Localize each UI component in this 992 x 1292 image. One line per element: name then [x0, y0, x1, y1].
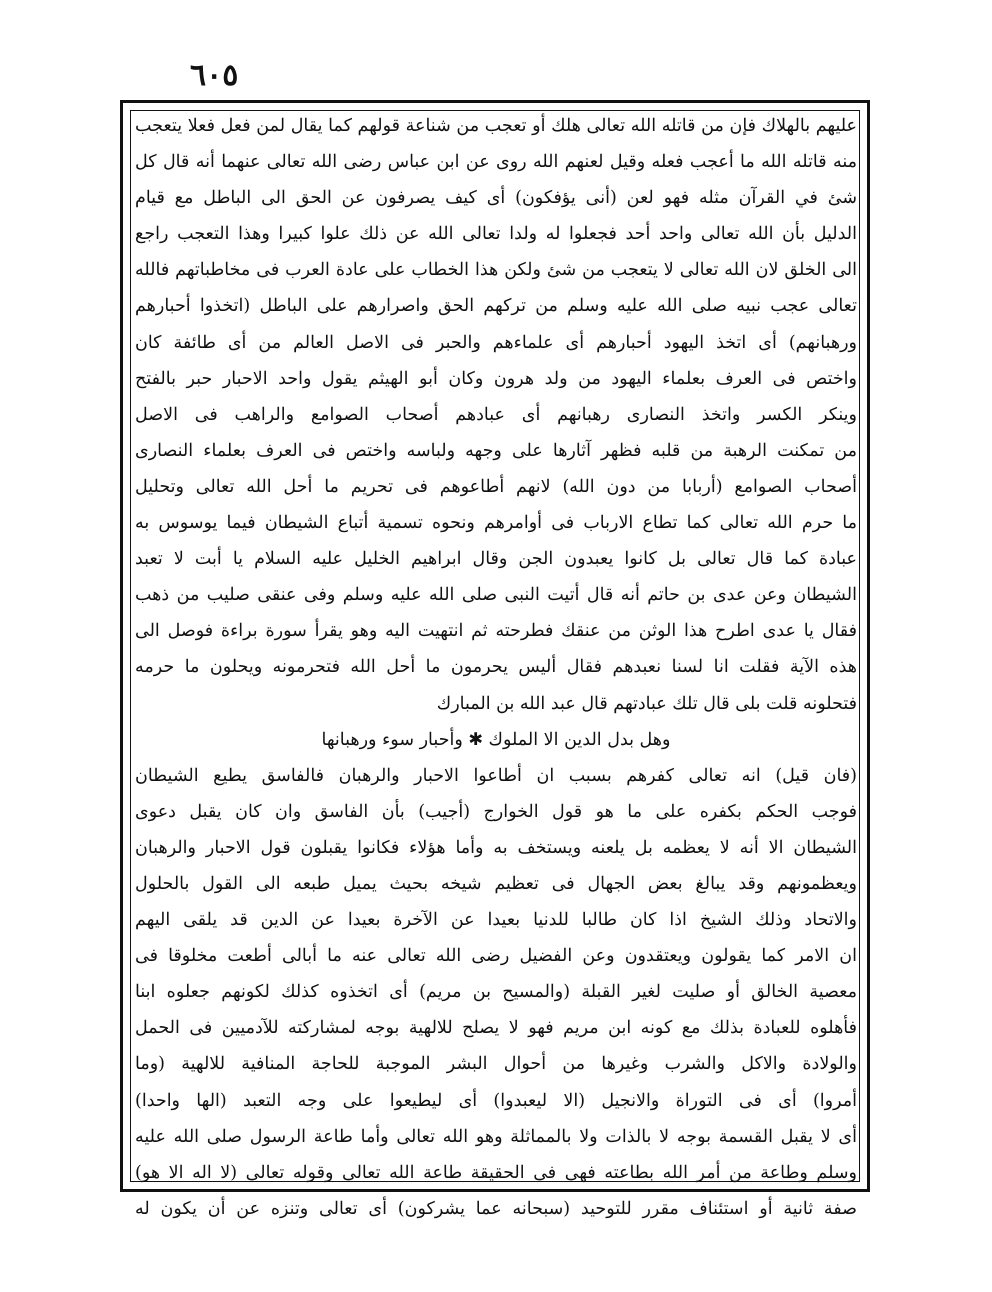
text-line: الشيطان وعن عدى بن حاتم أنه قال أتيت النبى صلى الله عليه وسلم وفى عنقى صليب من ذهب [135, 585, 857, 606]
text-line: ان الامر كما يقولون ويعتقدون وعن الفضيل رضى الله تعالى عنه ما أبالى أطعت مخلوقا فى [135, 946, 857, 967]
text-line: فوجب الحكم بكفره على ما هو قول الخوارج (أجيب) بأن الفاسق وان كان يقبل دعوى [135, 801, 857, 822]
text-line: عبادة كما قال تعالى بل كانوا يعبدون الجن وقال ابراهيم الخليل عليه السلام يا أبت لا تعبد [135, 549, 857, 570]
text-line: هذه الآية فقلت انا لسنا نعبدهم فقال أليس يحرمون ما أحل الله فتحرمونه ويحلون ما حرمه [135, 657, 857, 678]
text-line: الشيطان الا أنه لا يعظمه بل يلعنه ويستخف به وأما هؤلاء فكانوا يقبلون قول الاحبار والرهبان [135, 837, 857, 858]
text-line: وسلم وطاعة من أمر الله بطاعته فهى فى الحقيقة طاعة الله تعالى وقوله تعالى (لا اله الا هو) [135, 1162, 857, 1183]
text-line: ما حرم الله تعالى كما تطاع الارباب فى أوامرهم ونحوه تسمية أتباع الشيطان فيما يوسوس به [135, 513, 857, 534]
text-line: (فان قيل) انه تعالى كفرهم بسبب ان أطاعوا الاحبار والرهبان فالفاسق يطيع الشيطان [135, 765, 857, 786]
text-line: فقال يا عدى اطرح هذا الوثن من عنقك فطرحته ثم انتهيت اليه وهو يقرأ سورة براءة فوصل الى [135, 621, 857, 642]
text-line: والاتحاد وذلك الشيخ اذا كان طالبا للدنيا بعيدا عن الآخرة بعيدا عن الدين قد يلقى اليهم [135, 910, 857, 931]
text-line: الى الخلق لان الله تعالى لا يتعجب من شئ ولكن هذا الخطاب على عادة العرب فى مخاطباتهم فالله [135, 260, 857, 281]
text-line: أى لا يقبل القسمة بوجه لا بالذات ولا بالمماثلة وهو الله تعالى وأما طاعة الرسول صلى الله عليه [135, 1126, 857, 1147]
text-line: صفة ثانية أو استئناف مقرر للتوحيد (سبحانه عما يشركون) أى تعالى وتنزه عن أن يكون له [135, 1198, 857, 1219]
text-line: شئ في القرآن مثله فهو لعن (أنى يؤفكون) أى كيف يصرفون عن الحق الى الباطل مع قيام [135, 188, 857, 209]
text-line: منه قاتله الله ما أعجب فعله وقيل لعنهم الله روى عن ابن عباس رضى الله تعالى عنهما أنه قال كل [135, 152, 857, 173]
text-line: أصحاب الصوامع (أربابا من دون الله) لانهم أطاعوهم فى تحريم ما أحل الله تعالى وتحليل [135, 476, 857, 497]
text-line: ويعظمونهم وقد يبالغ بعض الجهال فى تعظيم شيخه بحيث يميل طبعه الى القول بالحلول [135, 873, 857, 894]
text-line: تعالى عجب نبيه صلى الله عليه وسلم من تركهم الحق واصرارهم على الباطل (اتخذوا أحبارهم [135, 296, 857, 317]
text-line: أمروا) أى فى التوراة والانجيل (الا ليعبدوا) أى ليطيعوا على وجه التعبد (الها واحدا) [135, 1090, 857, 1111]
text-line: الدليل بأن الله تعالى واحد أحد فجعلوا له ولدا تعالى الله عن ذلك علوا كبيرا وهذا التعجب راجع [135, 224, 857, 245]
text-line: من تمكنت الرهبة من قلبه فظهر آثارها على وجهه ولباسه واختص فى العرف بعلماء النصارى [135, 440, 857, 461]
text-line: ورهبانهم) أى اتخذ اليهود أحبارهم أى علماءهم والحبر فى الاصل العالم من أى طائفة كان [135, 332, 857, 353]
text-line: عليهم بالهلاك فإن من قاتله الله تعالى هلك أو تعجب من شناعة قولهم كما يقال لمن فعل فعلا يتعجب [135, 116, 857, 136]
poetry-verse: وهل بدل الدين الا الملوك ✱ وأحبار سوء ورهبانها [321, 729, 671, 750]
text-line: والولادة والاكل والشرب وغيرها من أحوال البشر الموجبة للحاجة المنافية للالهية (وما [135, 1054, 857, 1075]
text-line: واختص فى العرف بعلماء اليهود من ولد هرون وكان أبو الهيثم يقول واحد الاحبار حبر بالفتح [135, 368, 857, 389]
page-text [135, 108, 857, 1227]
text-line: معصية الخالق أو صليت لغير القبلة (والمسيح بن مريم) أى اتخذوه كذلك لكونهم جعلوه ابنا [135, 982, 857, 1003]
page-number: ٦٠٥ [190, 58, 239, 93]
text-line: فأهلوه للعبادة بذلك مع كونه ابن مريم فهو لا يصلح للالهية بوجه لمشاركته للآدميين فى الحمل [135, 1018, 857, 1039]
text-line: فتحلونه قلت بلى قال تلك عبادتهم قال عبد الله بن المبارك [436, 693, 857, 714]
text-line: وينكر الكسر واتخذ النصارى رهبانهم أى عبادهم أصحاب الصوامع والراهب فى الاصل [135, 404, 857, 425]
